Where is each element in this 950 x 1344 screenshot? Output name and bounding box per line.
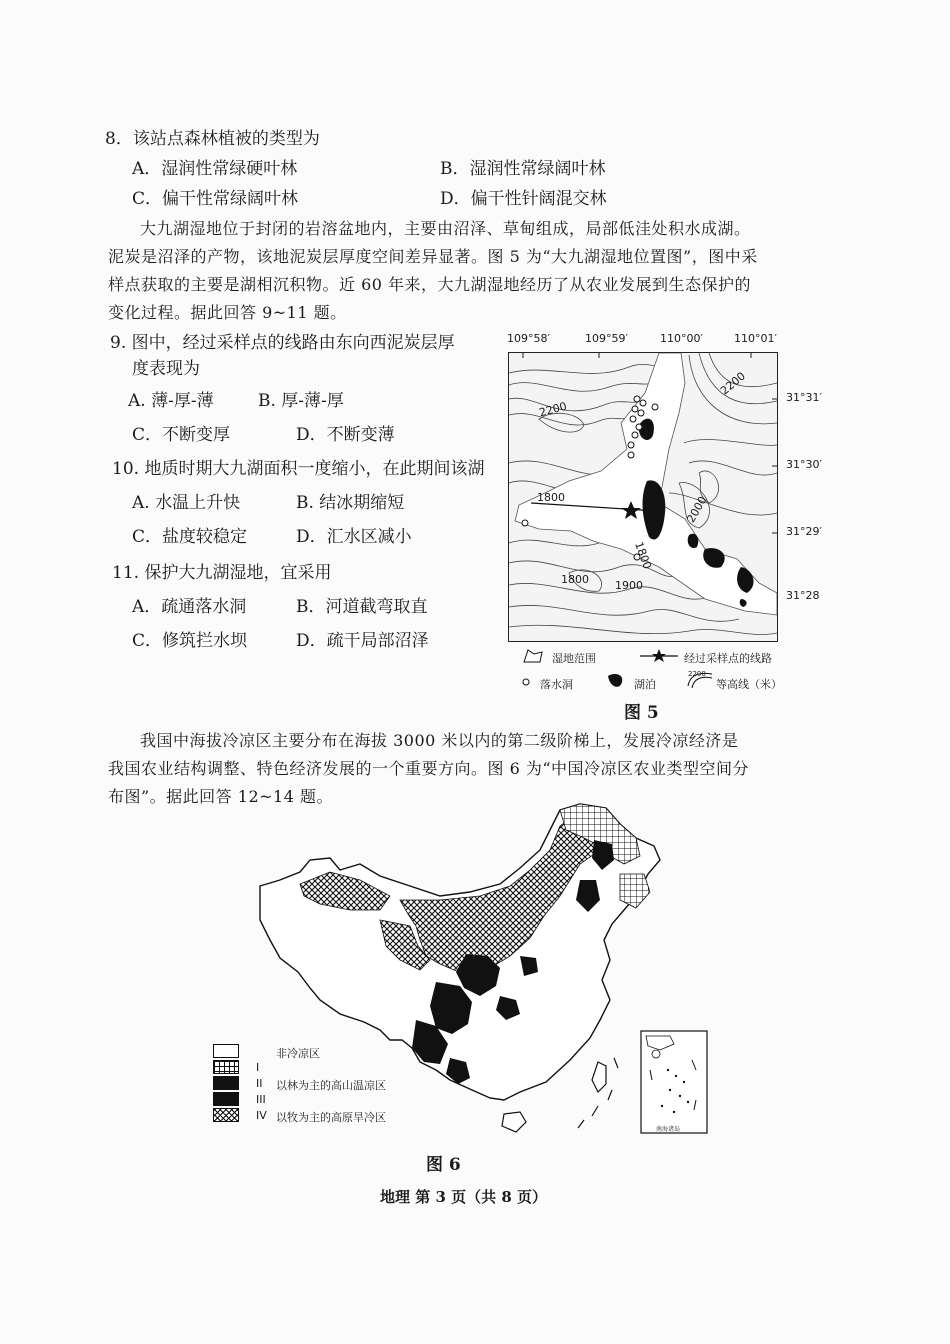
q11-option-a: A．疏通落水洞: [132, 597, 247, 617]
sinkhole-legend-icon: [520, 676, 532, 688]
fig5-lat-tick: 31°29′: [786, 525, 822, 538]
legend-contour-label: 等高线（米）: [716, 678, 782, 691]
q11-option-d: D．疏干局部沼泽: [296, 631, 429, 651]
figure-6-caption: 图 6: [426, 1155, 461, 1175]
q8-stem: 8．该站点森林植被的类型为: [105, 129, 320, 149]
contour-label: 1800: [537, 491, 565, 504]
q8-option-d: D．偏干性针阔混交林: [440, 189, 607, 209]
intro2-line-2: 我国农业结构调整、特色经济发展的一个重要方向。图 6 为“中国冷凉区农业类型空间分: [108, 759, 750, 778]
q8-option-c: C．偏干性常绿阔叶林: [132, 189, 299, 209]
contour-label: 2200: [718, 369, 748, 398]
fig5-lat-tick: 31°28: [786, 589, 820, 602]
q8-option-a: A．湿润性常绿硬叶林: [132, 159, 298, 179]
figure-5-map: [508, 352, 778, 642]
fig5-lon-tick: 109°58′: [507, 332, 550, 345]
intro1-line-3: 样点获取的主要是湖相沉积物。近 60 年来，大九湖湿地经历了从农业发展到生态保护的: [108, 275, 752, 294]
lake-legend-icon: [604, 672, 626, 690]
fig5-lat-tick: 31°30′: [786, 458, 822, 471]
fig5-lon-tick: 109°59′: [585, 332, 628, 345]
legend-num-zone-ii: II: [256, 1077, 263, 1090]
legend-wetland-label: 湿地范围: [552, 652, 596, 665]
intro2-line-1: 我国中海拔冷凉区主要分布在海拔 3000 米以内的第二级阶梯上，发展冷凉经济是: [140, 731, 739, 750]
legend-lake-label: 湖泊: [634, 678, 656, 691]
legend-swatch-zone-iii: [213, 1092, 239, 1106]
intro1-line-1: 大九湖湿地位于封闭的岩溶盆地内，主要由沼泽、草甸组成，局部低洼处积水成湖。: [140, 219, 751, 238]
legend-label-zone-ii: 以林为主的高山温凉区: [276, 1079, 386, 1092]
legend-swatch-non-cool: [213, 1044, 239, 1058]
legend-swatch-zone-iv: [213, 1108, 239, 1122]
q9-option-b: B. 厚-薄-厚: [258, 391, 344, 411]
contour-label: 1800: [632, 540, 654, 571]
q11-stem: 11. 保护大九湖湿地，宜采用: [112, 563, 332, 583]
q10-stem: 10. 地质时期大九湖面积一度缩小，在此期间该湖: [112, 459, 485, 479]
legend-num-zone-iii: III: [256, 1093, 266, 1106]
fig5-lon-tick: 110°00′: [660, 332, 703, 345]
q10-option-d: D．汇水区减小: [296, 527, 412, 547]
q11-option-c: C．修筑拦水坝: [132, 631, 248, 651]
q8-option-b: B．湿润性常绿阔叶林: [440, 159, 606, 179]
q10-option-a: A. 水温上升快: [132, 493, 241, 513]
fig5-lon-tick: 110°01′: [734, 332, 777, 345]
inset-label: 南海诸岛: [656, 1126, 681, 1133]
q9-option-c: C．不断变厚: [132, 425, 231, 445]
legend-label-non-cool: 非冷凉区: [276, 1047, 320, 1060]
q11-option-b: B．河道截弯取直: [296, 597, 428, 617]
legend-swatch-zone-i: [213, 1060, 239, 1074]
q10-option-b: B. 结冰期缩短: [296, 493, 405, 513]
legend-contour-sample: 2200: [688, 670, 706, 678]
contour-label: 1800: [561, 573, 589, 586]
south-china-sea-inset: [640, 1030, 708, 1134]
figure-5-caption: 图 5: [624, 703, 659, 723]
legend-route-label: 经过采样点的线路: [684, 652, 772, 665]
wetland-legend-icon: [522, 648, 544, 664]
q9-option-d: D．不断变薄: [296, 425, 395, 445]
intro1-line-4: 变化过程。据此回答 9~11 题。: [108, 303, 347, 322]
legend-swatch-zone-ii: [213, 1076, 239, 1090]
intro1-line-2: 泥炭是沼泽的产物，该地泥炭层厚度空间差异显著。图 5 为“大九湖湿地位置图”，图中采: [108, 247, 758, 266]
contour-label: 2200: [537, 399, 569, 420]
q9-stem-line-1: 9. 图中，经过采样点的线路由东向西泥炭层厚: [110, 333, 455, 353]
page-footer: 地理 第 3 页（共 8 页）: [380, 1188, 547, 1206]
legend-num-zone-i: I: [256, 1061, 260, 1074]
q9-stem-line-2: 度表现为: [132, 359, 200, 379]
q10-option-c: C．盐度较稳定: [132, 527, 248, 547]
q9-option-a: A. 薄-厚-薄: [128, 391, 214, 411]
fig5-lat-tick: 31°31′: [786, 391, 822, 404]
legend-sinkhole-label: 落水洞: [540, 678, 573, 691]
hainan-island: [502, 1112, 526, 1132]
legend-num-zone-iv: IV: [256, 1109, 267, 1122]
contour-label: 2000: [684, 494, 710, 525]
contour-label: 1900: [615, 579, 643, 592]
intro2-line-3: 布图”。据此回答 12~14 题。: [108, 787, 333, 806]
legend-label-zone-iv: 以牧为主的高原旱冷区: [276, 1111, 386, 1124]
route-legend-icon: [638, 648, 680, 664]
taiwan-island: [592, 1062, 606, 1092]
